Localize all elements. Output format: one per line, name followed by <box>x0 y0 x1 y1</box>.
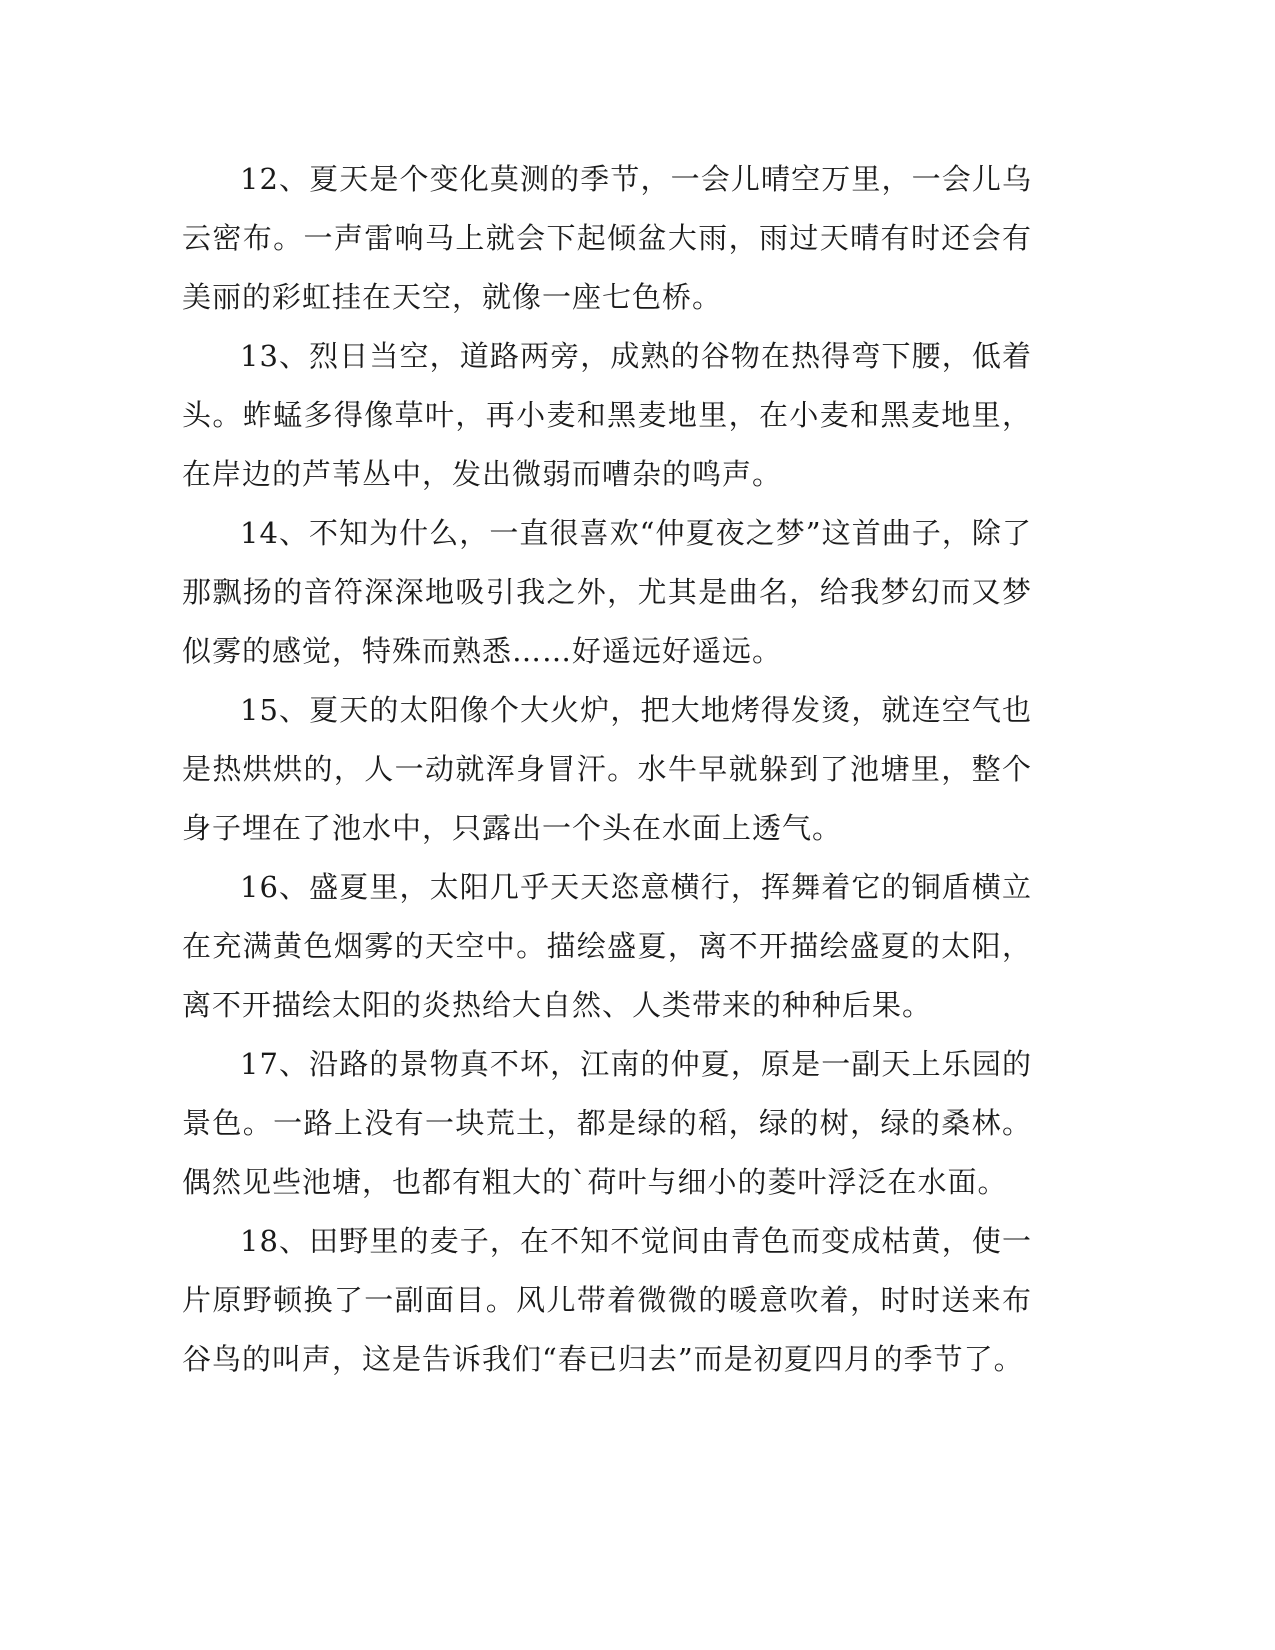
paragraph-13: 13、烈日当空，道路两旁，成熟的谷物在热得弯下腰，低着头。蚱蜢多得像草叶，再小麦和黑麦地里，在小麦和黑麦地里，在岸边的芦苇丛中，发出微弱而嘈杂的鸣声。 <box>182 339 1032 491</box>
paragraph-18: 18、田野里的麦子，在不知不觉间由青色而变成枯黄，使一片原野顿换了一副面目。风儿带着微微的暖意吹着，时时送来布谷鸟的叫声，这是告诉我们“春已归去”而是初夏四月的季节了。 <box>182 1224 1032 1376</box>
document-body <box>182 150 1032 1389</box>
paragraph-15: 15、夏天的太阳像个大火炉，把大地烤得发烫，就连空气也是热烘烘的，人一动就浑身冒汗。水牛早就躲到了池塘里，整个身子埋在了池水中，只露出一个头在水面上透气。 <box>182 693 1032 845</box>
paragraph-14: 14、不知为什么，一直很喜欢“仲夏夜之梦”这首曲子，除了那飘扬的音符深深地吸引我之外，尤其是曲名，给我梦幻而又梦似雾的感觉，特殊而熟悉……好遥远好遥远。 <box>182 516 1032 668</box>
paragraph-16: 16、盛夏里，太阳几乎天天恣意横行，挥舞着它的铜盾横立在充满黄色烟雾的天空中。描绘盛夏，离不开描绘盛夏的太阳，离不开描绘太阳的炎热给大自然、人类带来的种种后果。 <box>182 870 1032 1022</box>
paragraph-17: 17、沿路的景物真不坏，江南的仲夏，原是一副天上乐园的景色。一路上没有一块荒土，都是绿的稻，绿的树，绿的桑林。偶然见些池塘，也都有粗大的`荷叶与细小的菱叶浮泛在水面。 <box>182 1047 1032 1199</box>
paragraph-12: 12、夏天是个变化莫测的季节，一会儿晴空万里，一会儿乌云密布。一声雷响马上就会下起倾盆大雨，雨过天晴有时还会有美丽的彩虹挂在天空，就像一座七色桥。 <box>182 162 1032 314</box>
